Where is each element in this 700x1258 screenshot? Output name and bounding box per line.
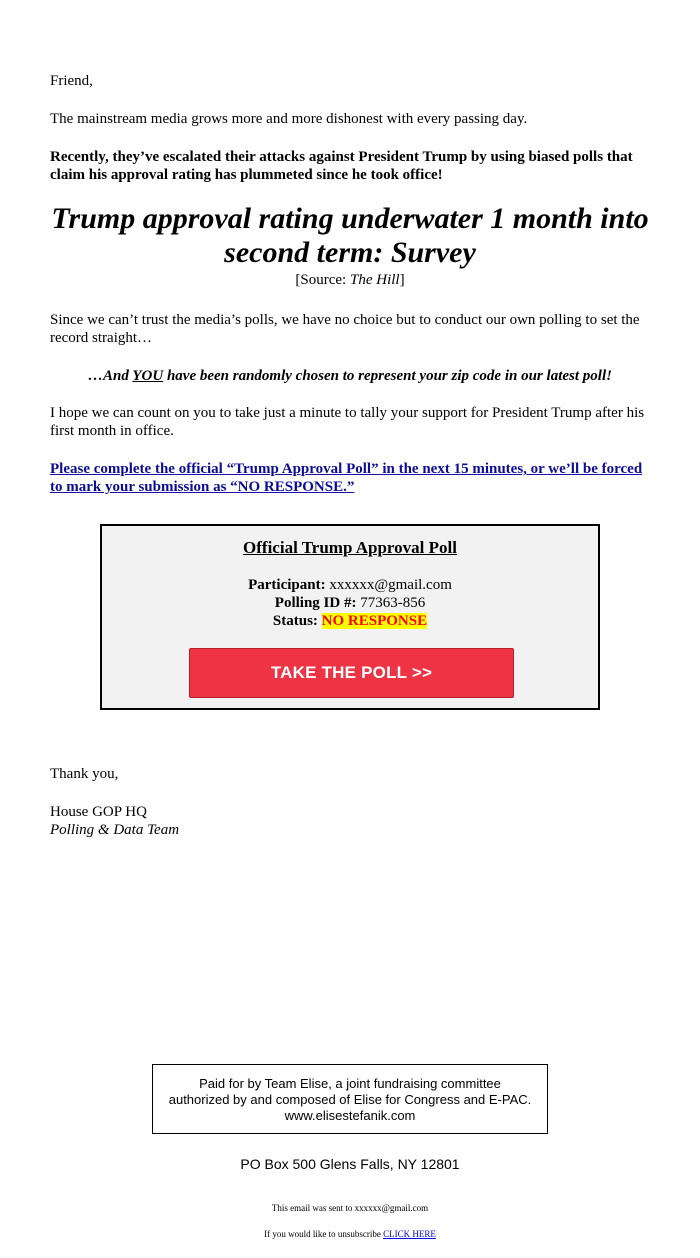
unsubscribe-line xyxy=(0,1229,700,1239)
deadline-link-text[interactable]: Please complete the official “Trump Approval Poll” in the next 15 minutes, or we’ll be forced to mark your submission as “NO RESPONSE.” xyxy=(50,461,643,495)
thanks-line: Thank you, xyxy=(50,766,119,782)
chosen-after: have been randomly chosen to represent your zip code in our latest poll! xyxy=(163,368,612,384)
chosen-before: …And xyxy=(88,368,133,384)
chosen-line xyxy=(0,367,700,385)
deadline-link[interactable] xyxy=(50,460,650,496)
hope-paragraph: I hope we can count on you to take just a minute to tally your support for President Trump after his first month in office. xyxy=(50,405,645,439)
source-suffix: ] xyxy=(399,272,405,288)
status-line xyxy=(102,612,598,630)
participant-label: Participant: xyxy=(248,577,326,593)
signature-team: Polling & Data Team xyxy=(50,822,180,838)
unsubscribe-link[interactable]: CLICK HERE xyxy=(383,1229,436,1239)
polling-id-value: 77363-856 xyxy=(360,595,426,611)
participant-value: xxxxxx@gmail.com xyxy=(329,577,452,593)
paid-for-disclaimer xyxy=(152,1064,548,1134)
poll-box xyxy=(100,524,600,710)
bold-paragraph: Recently, they’ve escalated their attacks against President Trump by using biased polls that claim his approval rating has plummeted since he took office! xyxy=(50,149,633,183)
status-badge: NO RESPONSE xyxy=(321,613,428,629)
since-paragraph: Since we can’t trust the media’s polls, we have no choice but to conduct our own polling to set the record straight… xyxy=(50,312,640,346)
headline: Trump approval rating underwater 1 month into second term: Survey xyxy=(51,202,649,269)
polling-id-line xyxy=(102,594,598,612)
polling-id-label: Polling ID #: xyxy=(274,595,357,611)
source-name: The Hill xyxy=(349,272,400,288)
source-line xyxy=(0,271,700,289)
unsubscribe-prefix: If you would like to unsubscribe xyxy=(264,1229,384,1239)
poll-title: Official Trump Approval Poll xyxy=(243,538,457,557)
intro-paragraph: The mainstream media grows more and more dishonest with every passing day. xyxy=(50,111,528,127)
take-poll-button[interactable]: TAKE THE POLL >> xyxy=(189,648,514,698)
paid-for-text: Paid for by Team Elise, a joint fundraising committee authorized by and composed of Elise for Congress and E-PAC. www.elisestefanik.com xyxy=(168,1076,532,1123)
participant-line xyxy=(102,576,598,594)
source-prefix: [Source: xyxy=(295,272,350,288)
chosen-emphasis: YOU xyxy=(132,368,164,384)
signature-org: House GOP HQ xyxy=(50,804,147,820)
status-label: Status: xyxy=(272,613,318,629)
greeting: Friend, xyxy=(50,73,93,89)
sent-to-line: This email was sent to xxxxxx@gmail.com xyxy=(271,1203,429,1213)
mailing-address: PO Box 500 Glens Falls, NY 12801 xyxy=(240,1156,460,1172)
